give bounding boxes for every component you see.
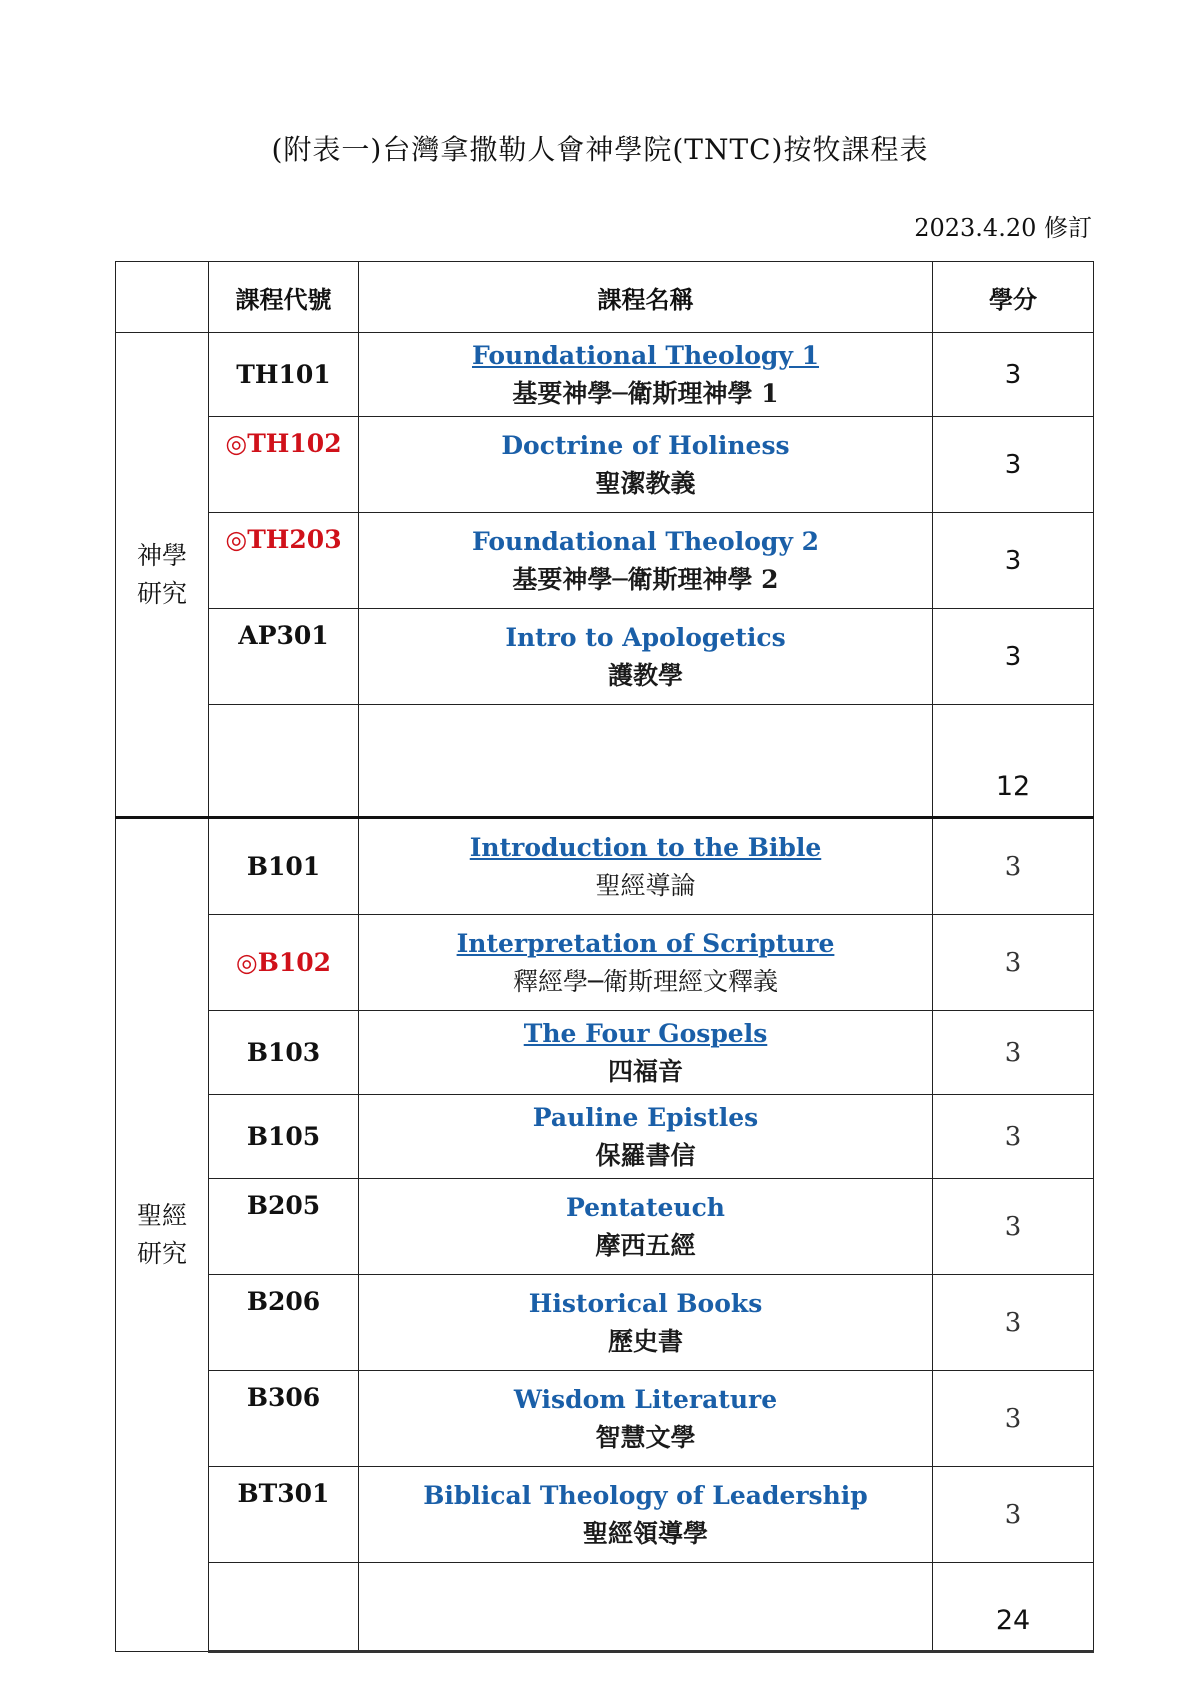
table-row [116,1467,1094,1563]
course-name-en: Foundational Theology 2 [471,526,820,556]
course-credits: 3 [933,1095,1094,1179]
category-label: 研究 [136,1239,187,1268]
course-credits: 3 [933,1179,1094,1275]
course-code: TH101 [209,333,359,417]
course-name-cell [359,1095,933,1179]
course-code-required: ◎B102 [209,915,359,1011]
course-name-en: Intro to Apologetics [505,622,786,652]
course-name-zh: 四福音 [607,1056,683,1086]
subtotal-credits: 24 [933,1563,1094,1652]
course-name-cell [359,417,933,513]
table-row [116,513,1094,609]
course-credits: 3 [933,513,1094,609]
empty-cell [359,1563,933,1652]
course-name-en-link[interactable]: Introduction to the Bible [469,832,822,862]
subtotal-credits: 12 [933,705,1094,818]
curriculum-table [115,261,1094,1653]
course-code: B103 [209,1011,359,1095]
table-row [116,1011,1094,1095]
table-row [116,1095,1094,1179]
course-credits: 3 [933,818,1094,915]
course-name-zh: 護教學 [607,660,683,690]
course-code: BT301 [209,1467,359,1563]
table-header-row [116,262,1094,333]
course-name-en: Doctrine of Holiness [501,430,790,460]
subtotal-row [116,705,1094,818]
course-credits: 3 [933,1275,1094,1371]
category-label: 聖經 [136,1201,187,1230]
course-name-zh: 摩西五經 [595,1230,696,1260]
table-row [116,417,1094,513]
header-category [116,262,209,333]
course-name-en-link[interactable]: The Four Gospels [523,1018,768,1048]
course-name-en-link[interactable]: Foundational Theology 1 [471,340,820,370]
course-name-zh: 基要神學─衛斯理神學 2 [512,564,779,594]
table-row [116,1371,1094,1467]
course-name-zh: 基要神學─衛斯理神學 1 [512,378,779,408]
course-code: B206 [209,1275,359,1371]
course-code: B105 [209,1095,359,1179]
subtotal-row [116,1563,1094,1652]
category-cell-bible [116,818,209,1652]
course-credits: 3 [933,609,1094,705]
course-name-en: Biblical Theology of Leadership [423,1480,868,1510]
header-credits: 學分 [933,262,1094,333]
document-title: (附表一)台灣拿撒勒人會神學院(TNTC)按牧課程表 [271,133,929,166]
course-name-cell [359,513,933,609]
course-name-en: Historical Books [528,1288,763,1318]
course-name-en: Pentateuch [566,1192,725,1222]
header-course-code: 課程代號 [209,262,359,333]
empty-cell [209,1563,359,1652]
table-row [116,915,1094,1011]
course-name-en-link[interactable]: Interpretation of Scripture [456,928,835,958]
table-row [116,609,1094,705]
course-name-cell [359,1179,933,1275]
course-code-required: ◎TH203 [209,513,359,609]
course-code: B101 [209,818,359,915]
course-name-zh: 聖經導論 [595,870,696,900]
course-name-cell [359,1275,933,1371]
empty-cell [209,705,359,818]
table-row [116,1275,1094,1371]
category-cell-theology [116,333,209,818]
course-code: B306 [209,1371,359,1467]
course-name-cell [359,333,933,417]
course-name-en: Pauline Epistles [532,1102,759,1132]
table-row [116,333,1094,417]
table-row [116,1179,1094,1275]
course-credits: 3 [933,417,1094,513]
course-name-en: Wisdom Literature [513,1384,778,1414]
course-name-zh: 聖經領導學 [582,1518,708,1548]
course-credits: 3 [933,333,1094,417]
course-name-cell [359,915,933,1011]
category-label: 研究 [136,578,187,608]
course-credits: 3 [933,1371,1094,1467]
course-credits: 3 [933,1011,1094,1095]
course-code: B205 [209,1179,359,1275]
course-name-zh: 保羅書信 [595,1140,696,1170]
revision-date: 2023.4.20 修訂 [914,214,1092,242]
course-name-zh: 智慧文學 [595,1422,696,1452]
course-name-zh: 歷史書 [607,1326,683,1356]
course-credits: 3 [933,1467,1094,1563]
course-name-cell [359,1467,933,1563]
course-name-cell [359,818,933,915]
category-label: 神學 [136,540,187,570]
course-name-zh: 聖潔教義 [595,468,696,498]
course-code: AP301 [209,609,359,705]
table-row [116,818,1094,915]
course-name-cell [359,1371,933,1467]
course-code-required: ◎TH102 [209,417,359,513]
course-name-cell [359,609,933,705]
empty-cell [359,705,933,818]
course-credits: 3 [933,915,1094,1011]
course-name-zh: 釋經學─衛斯理經文釋義 [512,966,779,996]
header-course-name: 課程名稱 [359,262,933,333]
course-name-cell [359,1011,933,1095]
